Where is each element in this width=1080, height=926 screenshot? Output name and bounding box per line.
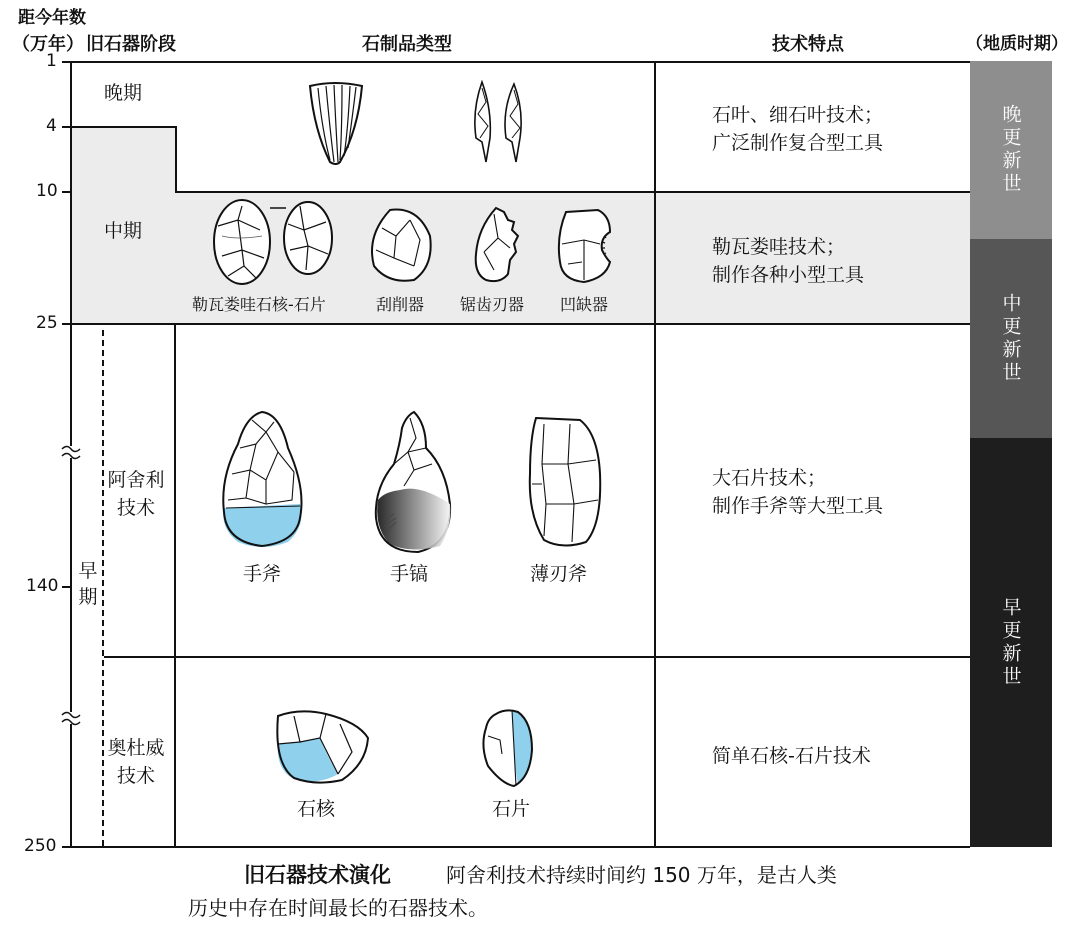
axis-break-mark: [60, 706, 82, 732]
feature-middle-1: 勒瓦娄哇技术；: [712, 236, 846, 258]
tick-10: [62, 191, 70, 193]
late-middle-divider: [175, 191, 970, 193]
geo-middle-pleistocene: 中更新世: [970, 239, 1052, 438]
levallois-core-flake-illustration: [208, 196, 338, 288]
tick-250: [62, 846, 70, 848]
geo-early-pleistocene: 早更新世: [970, 438, 1052, 847]
acheulean-oldowan-divider: [104, 656, 970, 658]
caption-text-1: 阿舍利技术持续时间约 150 万年，是古人类: [446, 863, 837, 887]
stage-oldowan: 奥杜威技术: [107, 737, 165, 787]
label-denticulate: 锯齿刃器: [460, 295, 525, 314]
axis-break-mark: [60, 440, 82, 466]
core-illustration: [270, 708, 374, 784]
label-core: 石核: [297, 798, 336, 820]
stage-late: 晚期: [104, 82, 143, 104]
feature-late-2: 广泛制作复合型工具: [712, 132, 884, 154]
early-stage-vline: [174, 323, 176, 847]
late-step-line: [70, 126, 175, 128]
microblade-points-illustration: [468, 80, 532, 166]
pick-illustration: [370, 408, 458, 558]
types-header: 石制品类型: [362, 34, 452, 55]
stage-early: 早期: [76, 558, 100, 610]
tick-label-1: 1: [46, 51, 57, 71]
middle-band-step: [70, 126, 175, 191]
label-notch: 凹缺器: [560, 295, 609, 314]
scraper-illustration: [366, 206, 438, 286]
tick-label-10: 10: [36, 181, 58, 201]
tick-label-4: 4: [46, 116, 57, 136]
unit-label: （万年）: [12, 34, 84, 55]
stage-middle: 中期: [104, 220, 143, 242]
feature-late-1: 石叶、细石叶技术；: [712, 104, 884, 126]
label-pick: 手镐: [390, 563, 429, 585]
label-scraper: 刮削器: [376, 295, 425, 314]
tick-140: [62, 586, 70, 588]
late-step-vline: [175, 126, 177, 191]
geologic-header: （地质时期）: [966, 34, 1068, 54]
features-header: 技术特点: [772, 34, 844, 55]
stage-acheulean: 阿舍利技术: [107, 469, 165, 519]
cleaver-illustration: [522, 414, 606, 550]
geo-late-pleistocene: 晚更新世: [970, 61, 1052, 239]
label-levallois: 勒瓦娄哇石核-石片: [192, 295, 326, 314]
tick-label-140: 140: [26, 576, 59, 596]
early-dashed-line: [102, 330, 104, 846]
blade-core-illustration: [300, 80, 370, 168]
feature-acheulean-2: 制作手斧等大型工具: [712, 495, 884, 517]
tick-label-25: 25: [36, 313, 58, 333]
tick-label-250: 250: [24, 836, 57, 856]
denticulate-illustration: [470, 204, 526, 288]
feature-middle-2: 制作各种小型工具: [712, 264, 865, 286]
feature-oldowan-1: 简单石核-石片技术: [712, 745, 871, 767]
flake-illustration: [478, 706, 538, 788]
tick-1: [62, 61, 70, 63]
label-flake: 石片: [492, 798, 531, 820]
label-handaxe: 手斧: [243, 563, 282, 585]
handaxe-illustration: [216, 408, 308, 550]
middle-early-divider: [70, 323, 970, 325]
years-ago-label: 距今年数: [18, 8, 86, 28]
bottom-border: [70, 846, 970, 848]
caption-text-2: 历史中存在时间最长的石器技术。: [188, 896, 488, 920]
stage-header: 旧石器阶段: [86, 34, 176, 55]
tick-25: [62, 323, 70, 325]
tick-4: [62, 126, 70, 128]
top-border: [70, 61, 970, 63]
label-cleaver: 薄刃斧: [530, 563, 588, 585]
notch-tool-illustration: [554, 206, 618, 286]
caption-title: 旧石器技术演化: [244, 863, 391, 887]
features-column-divider: [654, 61, 656, 848]
feature-acheulean-1: 大石片技术；: [712, 467, 827, 489]
